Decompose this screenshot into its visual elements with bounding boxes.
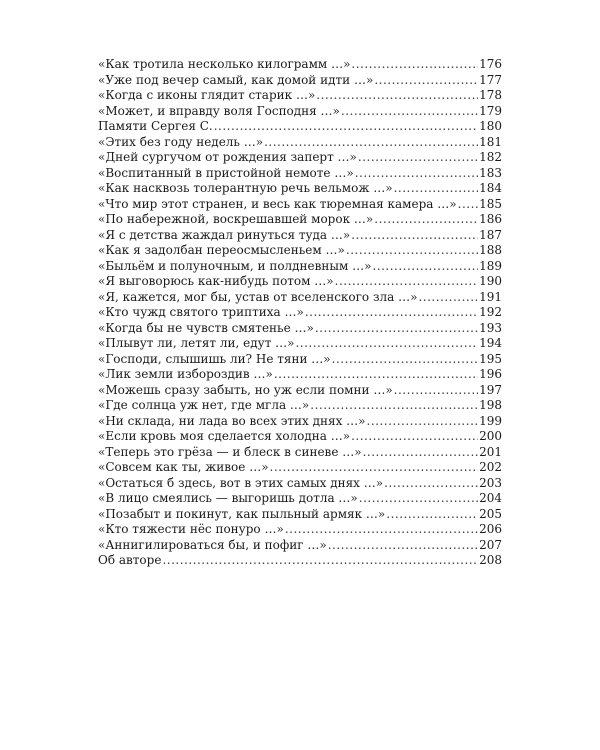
toc-entry-title: «Кто тяжести нёс понуро …» (98, 522, 284, 536)
toc-entry-page-number: 197 (479, 382, 502, 397)
toc-entry-page-number: 182 (479, 150, 502, 164)
dot-leader (351, 228, 478, 244)
toc-entry (98, 73, 502, 89)
toc-entry-page-number: 196 (479, 367, 502, 381)
toc-entry-page-number: 192 (479, 305, 502, 319)
toc-entry-page-number: 190 (479, 274, 502, 288)
toc-entry-title: «Этих без году недель …» (98, 134, 264, 149)
dot-leader (374, 73, 478, 89)
toc-entry-page-number: 208 (479, 553, 502, 567)
toc-entry (98, 135, 502, 151)
dot-leader (310, 398, 478, 414)
dot-leader (359, 491, 478, 507)
toc-entry (98, 445, 502, 461)
toc-entry-title: «Как насквозь толерантную речь вельмож …» (98, 181, 393, 195)
toc-entry-title: «Дней сургучом от рождения заперт …» (98, 150, 357, 164)
toc-entry-page-number: 177 (479, 72, 502, 87)
dot-leader (285, 522, 478, 538)
toc-entry-title: «Я, кажется, мог бы, устав от вселенского зла …» (98, 289, 418, 304)
toc-entry (98, 212, 502, 228)
dot-leader (384, 476, 478, 492)
toc-entry-title: «Что мир этот странен, и весь как тюремная камера …» (98, 196, 457, 211)
toc-entry (98, 259, 502, 275)
toc-entry (98, 414, 502, 430)
toc-entry-title: «Быльём и полуночным, и полдневным …» (98, 258, 372, 273)
toc-entry-page-number: 189 (479, 258, 502, 273)
toc-entry-page-number: 202 (479, 460, 502, 474)
toc-entry-page-number: 206 (479, 522, 502, 536)
toc-entry (98, 321, 502, 337)
dot-leader (355, 166, 478, 182)
toc-entry-page-number: 188 (479, 243, 502, 257)
dot-leader (363, 445, 479, 461)
dot-leader (274, 367, 478, 383)
toc-entry-title: «Воспитанный в пристойной немоте …» (98, 165, 354, 180)
toc-entry-page-number: 204 (479, 491, 502, 505)
dot-leader (328, 538, 478, 554)
toc-entry (98, 383, 502, 399)
dot-leader (332, 352, 478, 368)
dot-leader (374, 212, 478, 228)
toc-entry-title: «Совсем как ты, живое …» (98, 460, 269, 474)
toc-entry (98, 398, 502, 414)
toc-entry-title: «Когда с иконы глядит старик …» (98, 88, 316, 102)
toc-entry-title: «Кто чужд святого триптиха …» (98, 305, 304, 319)
toc-entry-title: «Как тротила несколько килограмм …» (98, 57, 351, 71)
toc-entry-title: «Остаться б здесь, вот в этих самых днях …» (98, 475, 384, 490)
dot-leader (367, 414, 479, 430)
dot-leader (418, 290, 478, 306)
dot-leader (394, 383, 478, 399)
toc-entry-page-number: 205 (479, 506, 502, 521)
toc-entry-page-number: 207 (479, 537, 502, 552)
toc-entry (98, 352, 502, 368)
toc-entry-title: «Уже под вечер самый, как домой идти …» (98, 72, 374, 87)
toc-entry (98, 460, 502, 476)
dot-leader (162, 553, 478, 569)
toc-entry (98, 243, 502, 259)
dot-leader (270, 460, 479, 476)
dot-leader (264, 135, 478, 151)
toc-entry-title: «В лицо смеялись — выгоришь дотла …» (98, 491, 358, 505)
toc-entry-page-number: 198 (479, 398, 502, 412)
toc-entry-title: «По набережной, воскрешавшей морок …» (98, 212, 374, 226)
toc-entry (98, 367, 502, 383)
dot-leader (458, 197, 478, 213)
toc-entry (98, 274, 502, 290)
toc-entry-title: «Если кровь моя сделается холодна …» (98, 429, 351, 443)
toc-entry (98, 88, 502, 104)
toc-entry-title: «Аннигилироваться бы, и пофиг …» (98, 537, 327, 552)
toc-entry (98, 522, 502, 538)
toc-entry-page-number: 179 (479, 103, 502, 118)
toc-entry-title: «Теперь это грёза — и блеск в синеве …» (98, 444, 362, 459)
toc-entry-page-number: 186 (479, 212, 502, 226)
toc-entry-title: «Лик земли избороздив …» (98, 367, 273, 381)
toc-entry-page-number: 195 (479, 351, 502, 366)
toc-entry (98, 336, 502, 352)
toc-entry-page-number: 199 (479, 413, 502, 428)
toc-entry (98, 228, 502, 244)
dot-leader (305, 305, 478, 321)
toc-entry-title: «Где солнца уж нет, где мгла …» (98, 398, 310, 412)
toc-entry-page-number: 184 (479, 181, 502, 195)
toc-entry (98, 429, 502, 445)
toc-entry-page-number: 178 (479, 88, 502, 102)
dot-leader (394, 181, 479, 197)
dot-leader (372, 259, 478, 275)
toc-entry (98, 57, 502, 73)
toc-entry (98, 553, 502, 569)
toc-entry-page-number: 194 (479, 336, 502, 350)
toc-entry-page-number: 203 (479, 475, 502, 490)
toc-entry-page-number: 193 (479, 320, 502, 335)
dot-leader (295, 336, 478, 352)
toc-entry-title: Памяти Сергея С. (98, 119, 213, 133)
toc-entry-page-number: 201 (479, 444, 502, 459)
toc-entry-page-number: 191 (479, 289, 502, 304)
toc-entry-page-number: 176 (479, 57, 502, 71)
dot-leader (316, 88, 478, 104)
dot-leader (346, 243, 478, 259)
toc-entry (98, 476, 502, 492)
toc-entry-title: «Господи, слышишь ли? Не тяни …» (98, 351, 331, 366)
toc-entry (98, 181, 502, 197)
toc-entry-title: «Я выговорюсь как-нибудь потом …» (98, 274, 334, 288)
toc-entry-title: «Я с детства жаждал ринуться туда …» (98, 227, 351, 242)
toc-entry-title: «Ни склада, ни лада во всех этих днях …» (98, 413, 366, 428)
toc-entry-title: «Можешь сразу забыть, но уж если помни …» (98, 382, 393, 397)
dot-leader (351, 429, 478, 445)
toc-entry-page-number: 183 (479, 165, 502, 180)
toc-entry (98, 305, 502, 321)
toc-entry-title: «Плывут ли, летят ли, едут …» (98, 336, 295, 350)
toc-entry-page-number: 181 (479, 134, 502, 149)
toc-entry-title: Об авторе (98, 553, 162, 567)
toc-entry (98, 491, 502, 507)
dot-leader (341, 104, 478, 120)
dot-leader (214, 119, 478, 135)
toc-entry (98, 197, 502, 213)
toc-entry-title: «Позабыт и покинут, как пыльный армяк …» (98, 506, 386, 521)
toc-entry (98, 119, 502, 135)
toc-entry (98, 507, 502, 523)
toc-entry (98, 166, 502, 182)
toc-entry (98, 150, 502, 166)
toc-entry-page-number: 180 (479, 119, 502, 133)
toc-entry-title: «Может, и вправду воля Господня …» (98, 103, 340, 118)
toc-entry-title: «Как я задолбан переосмысленьем …» (98, 243, 345, 257)
toc-entry (98, 104, 502, 120)
toc-entry-page-number: 187 (479, 227, 502, 242)
dot-leader (315, 321, 478, 337)
dot-leader (358, 150, 478, 166)
toc-entry-page-number: 185 (479, 196, 502, 211)
toc-entry-page-number: 200 (479, 429, 502, 443)
toc-entry (98, 538, 502, 554)
toc-entry (98, 290, 502, 306)
dot-leader (335, 274, 478, 290)
dot-leader (351, 57, 478, 73)
toc-entry-title: «Когда бы не чувств смятенье …» (98, 320, 314, 335)
table-of-contents (98, 57, 502, 569)
dot-leader (386, 507, 478, 523)
